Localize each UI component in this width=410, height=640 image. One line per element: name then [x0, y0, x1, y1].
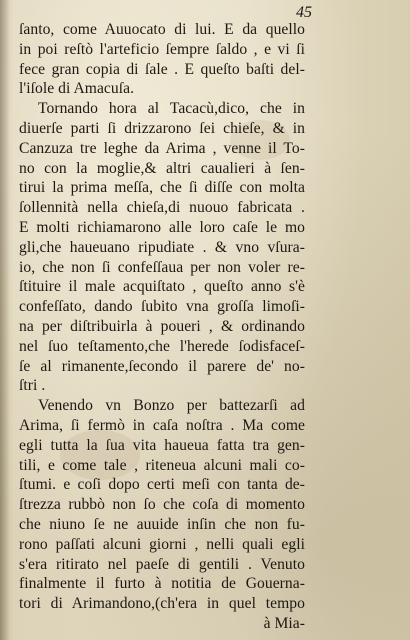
- text-line: tirui la prima meſſa, che ſi diſſe con molta: [19, 179, 305, 197]
- text-line: ſe al rimanente,ſecondo il parere de' no-: [19, 357, 305, 375]
- text-line: fece gran copia di ſale . E queſto baſti del-: [19, 60, 305, 78]
- text-line: diuerſe parti ſi drizzarono ſei chieſe, & in: [19, 119, 305, 137]
- text-line: E molti richiamarono alle loro caſe le mo: [19, 218, 305, 236]
- text-line: s'era ritirato nel paeſe di gentili . Venuto: [19, 555, 305, 573]
- text-line: io, che non ſi confeſſaua per non voler re-: [19, 258, 305, 276]
- text-line: rono paſſati alcuni giorni , nelli quali egli: [19, 535, 305, 553]
- body-text: [19, 20, 305, 634]
- text-line: ſanto, come Auuocato di lui. E da quello: [19, 21, 305, 38]
- text-line: Venendo vn Bonzo per battezarſi ad: [38, 397, 305, 415]
- text-line: finalmente il furto à notitia de Gouerna-: [19, 575, 305, 593]
- text-line: ſollennità nella chieſa,di nuouo fabricata .: [19, 199, 305, 217]
- text-line: Tornando hora al Tacacù,dico, che in: [38, 100, 305, 118]
- page-number: 45: [296, 4, 312, 21]
- text-line: egli tutta la ſua vita haueua fatta tra gen-: [19, 436, 305, 454]
- text-line: à Mia-: [263, 614, 305, 632]
- text-line: no con la moglie,& altri caualieri à ſen-: [19, 159, 305, 177]
- text-line: gli,che haueuano ripudiate . & vno vſura-: [19, 238, 305, 256]
- text-line: in poi reſtò l'arteficio ſempre ſaldo , e vi ſi: [19, 40, 305, 58]
- text-line: ſtrezza rubbò non ſo che coſa di momento: [19, 496, 305, 514]
- text-line: ſtituire il male acquiſtato , queſto anno s'è: [19, 278, 305, 296]
- text-line: l'iſole di Amacuſa.: [19, 80, 135, 98]
- text-line: tili, e come tale , riteneua alcuni mali co-: [19, 456, 305, 474]
- text-line: Canzuza tre leghe da Arima , venne il To-: [19, 139, 305, 157]
- text-line: che niuno ſe ne auuide inſin che non fu-: [19, 515, 305, 533]
- binding-shadow: [0, 0, 10, 640]
- text-line: ſtri .: [19, 377, 46, 395]
- text-line: confeſſato, dando ſubito vna groſſa limoſi-: [19, 298, 305, 316]
- text-line: na per diſtribuirla à poueri , & ordinando: [19, 317, 305, 335]
- text-line: ſtumi. e coſi dopo certi meſi con tanta de-: [19, 476, 305, 494]
- text-line: Arima, ſi fermò in caſa noſtra . Ma come: [19, 416, 305, 434]
- text-line: nel ſuo teſtamento,che l'herede ſodisfaceſ-: [19, 337, 305, 355]
- text-line: tori di Arimandono,(ch'era in quel tempo: [19, 595, 305, 613]
